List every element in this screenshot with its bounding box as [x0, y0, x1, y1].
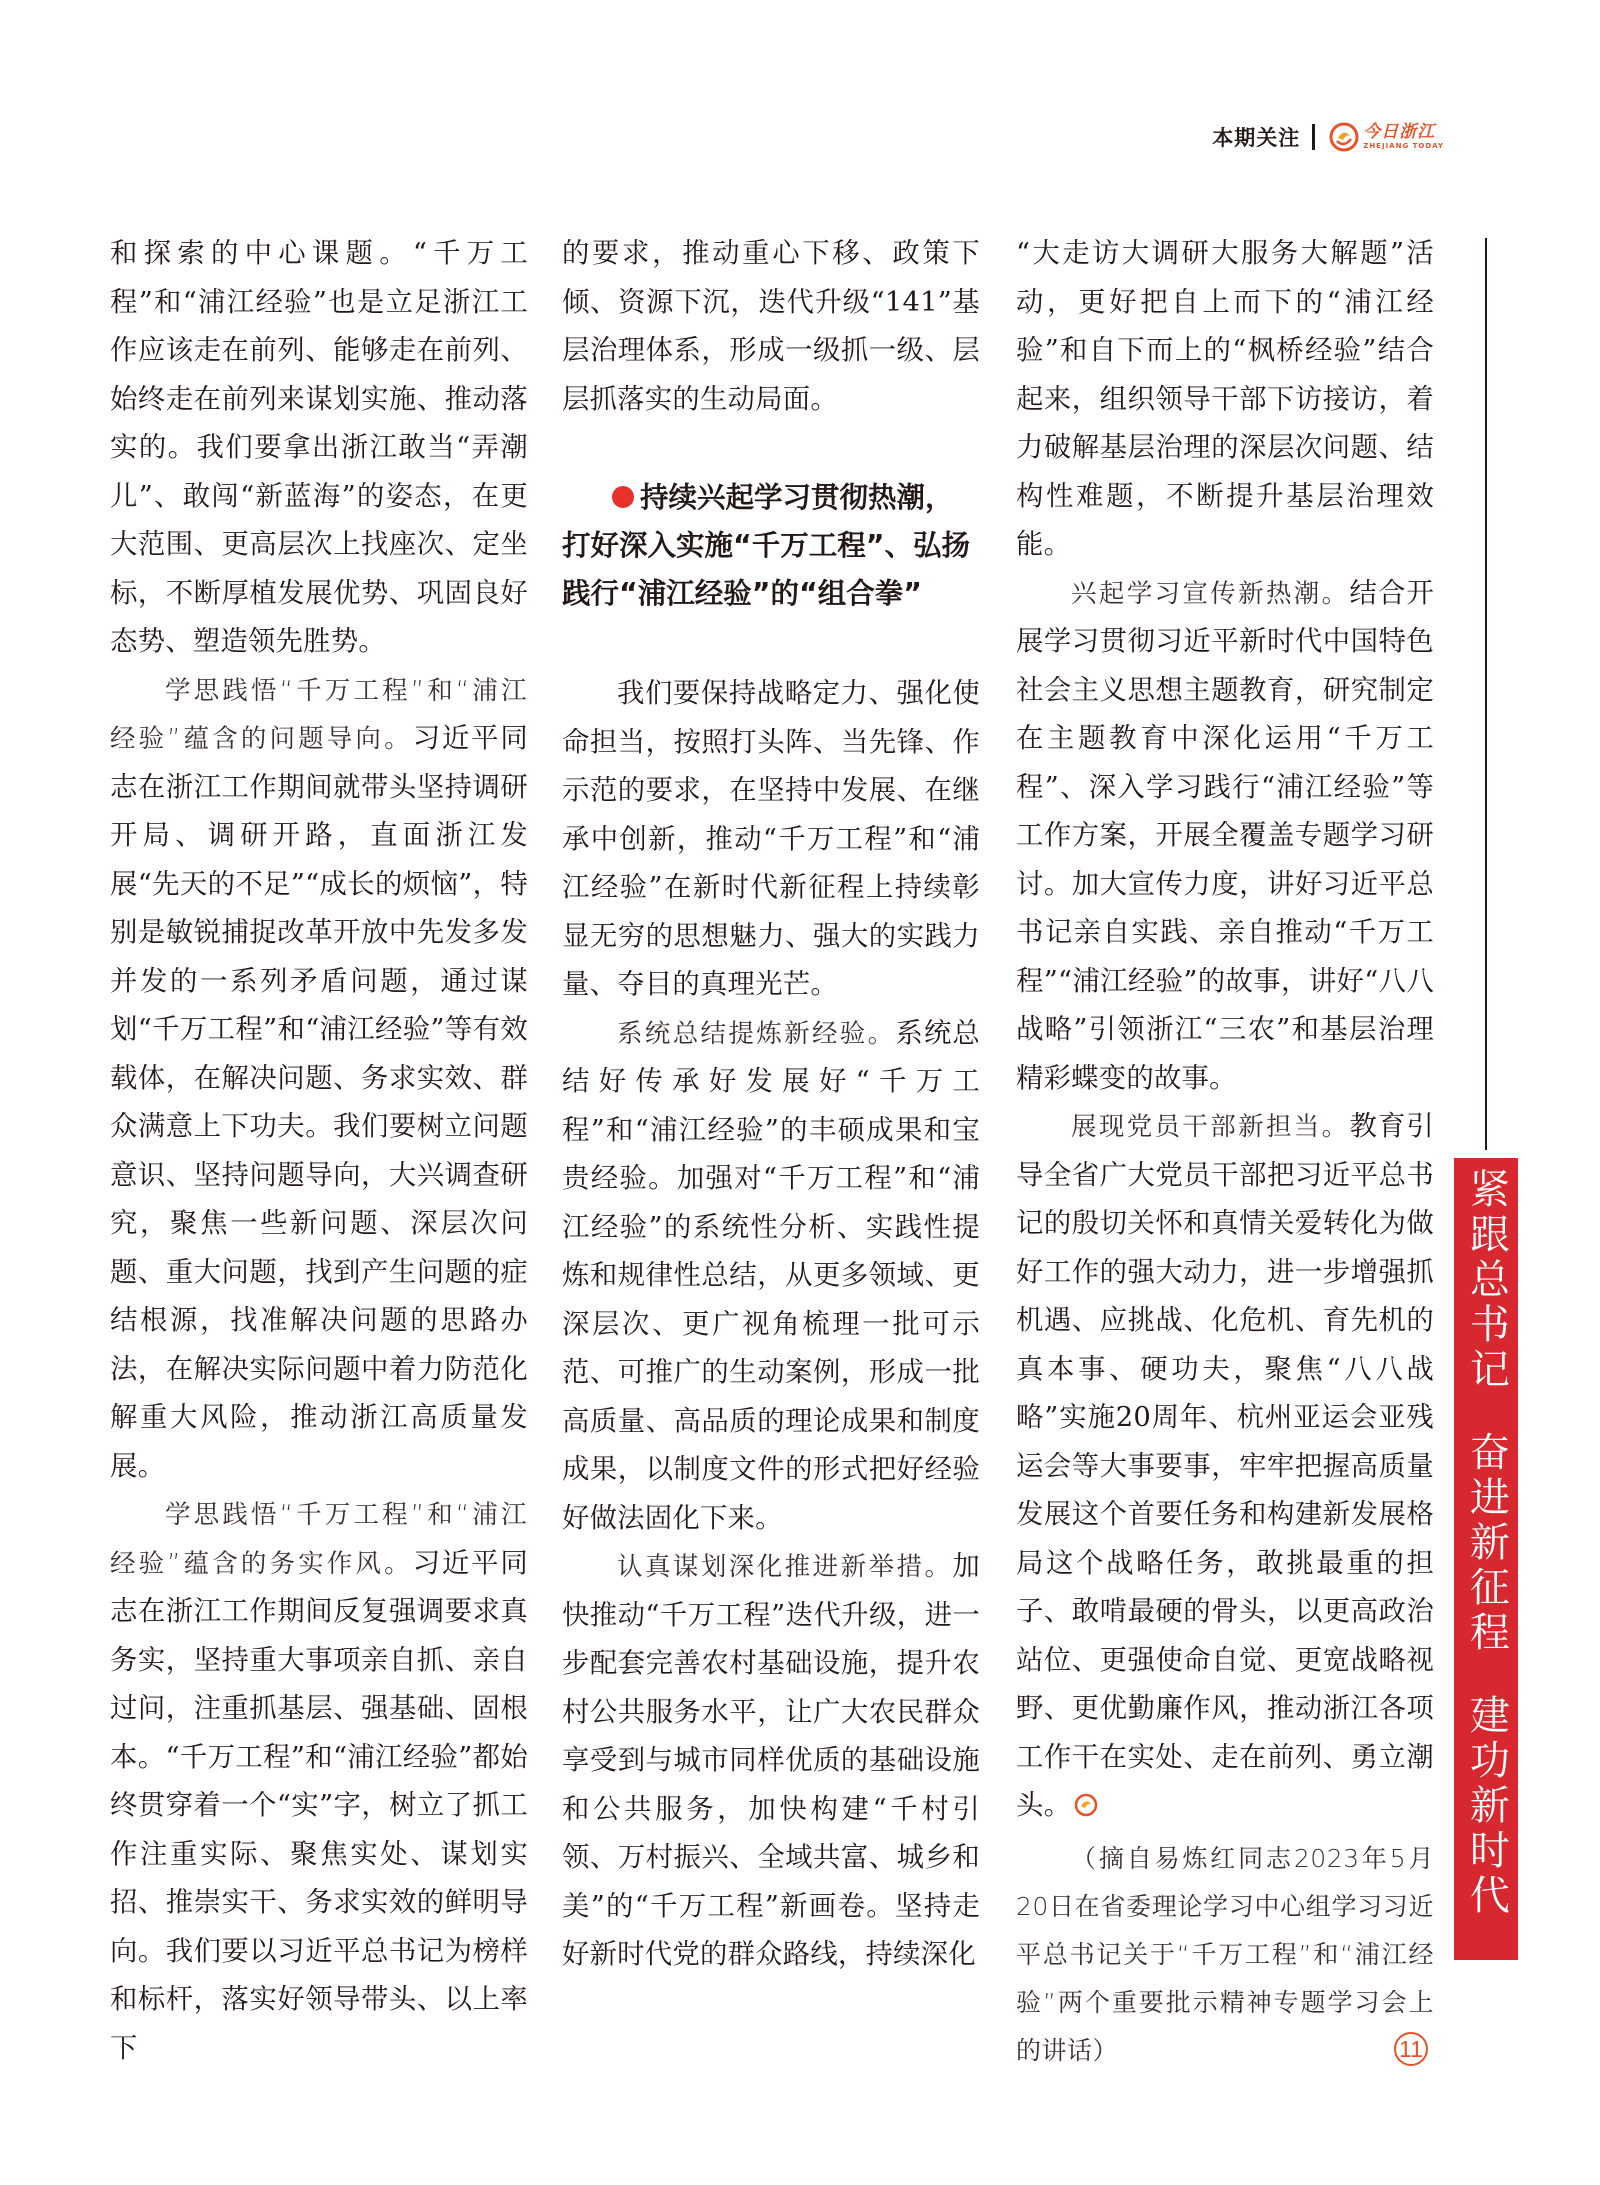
paragraph-body: 教育引导全省广大党员干部把习近平总书记的殷切关怀和真情关爱转化为做好工作的强大动力，进一步增强抓机遇、应挑战、化危机、育先机的真本事、硬功夫，聚焦“八八战略”实施20周年、杭州亚运会亚残运会等大事要事，牢牢把握高质量发展这个首要任务和构建新发展格局这个战略任务，敢挑最重的担子、敢啃最硬的骨头，以更高政治站位、更强使命自觉、更宽战略视野、更优勤廉作风，推动浙江各项工作干在实处、走在前列、勇立潮头。	[1016, 1111, 1434, 1821]
paragraph-body: 习近平同志在浙江工作期间反复强调要求真务实，坚持重大事项亲自抓、亲自过问，注重抓基层、强基础、固根本。“千万工程”和“浦江经验”都始终贯穿着一个“实”字，树立了抓工作注重实际、聚焦实处、谋划实招、推崇实干、务求实效的鲜明导向。我们要以习近平总书记为榜样和标杆，落实好领导带头、以上率下	[110, 1547, 528, 2064]
banner-line: 奋进新征程	[1463, 1431, 1510, 1656]
paragraph	[1016, 570, 1434, 1104]
paragraph	[110, 667, 528, 1492]
logo-title: 今日浙江	[1363, 122, 1436, 142]
paragraph-body: 习近平同志在浙江工作期间就带头坚持调研开局、调研开路，直面浙江发展“先天的不足”“成长的烦恼”，特别是敏锐捕捉改革开放中先发多发并发的一系列矛盾问题，通过谋划“千万工程”和“浦江经验”等有效载体，在解决问题、务求实效、群众满意上下功夫。我们要树立问题意识、坚持问题导向，大兴调查研究，聚焦一些新问题、深层次问题、重大问题，找到产生问题的症结根源，找准解决问题的思路办法，在解决实际问题中着力防范化解重大风险，推动浙江高质量发展。	[110, 723, 528, 1482]
paragraph: “大走访大调研大服务大解题”活动，更好把自上而下的“浦江经验”和自下而上的“枫桥经验”结合起来，组织领导干部下访接访，着力破解基层治理的深层次问题、结构性难题，不断提升基层治理效能。	[1016, 238, 1434, 560]
section-heading-text: 持续兴起学习贯彻热潮，打好深入实施“千万工程”、弘扬践行“浦江经验”的“组合拳”	[562, 481, 970, 610]
banner-line: 建功新时代	[1463, 1694, 1510, 1919]
banner-line: 紧跟总书记	[1463, 1168, 1510, 1393]
paragraph-lead: 兴起学习宣传新热潮。	[1071, 578, 1350, 609]
paragraph: 和探索的中心课题。“千万工程”和“浦江经验”也是立足浙江工作应该走在前列、能够走在前列、始终走在前列来谋划实施、推动落实的。我们要拿出浙江敢当“弄潮儿”、敢闯“新蓝海”的姿态，在更大范围、更高层次上找座次、定坐标，不断厚植发展优势、巩固良好态势、塑造领先胜势。	[110, 238, 528, 657]
paragraph-body: 结合开展学习贯彻习近平新时代中国特色社会主义思想主题教育，研究制定在主题教育中深化运用“千万工程”、深入学习践行“浦江经验”等工作方案，开展全覆盖专题学习研讨。加大宣传力度，讲好习近平总书记亲自实践、亲自推动“千万工程”“浦江经验”的故事，讲好“八八战略”引领浙江“三农”和基层治理精彩蝶变的故事。	[1016, 577, 1434, 1094]
logo-subtitle: ZHEJIANG TODAY	[1363, 142, 1444, 150]
section-heading	[562, 474, 980, 618]
paragraph	[1016, 1103, 1434, 1831]
paragraph-lead: 学思践悟“千万工程”和“浦江经验”蕴含的问题导向。	[110, 675, 528, 754]
section-label: 本期关注	[1212, 126, 1301, 150]
paragraph: 我们要保持战略定力、强化使命担当，按照打头阵、当先锋、作示范的要求，在坚持中发展、在继承中创新，推动“千万工程”和“浦江经验”在新时代新征程上持续彰显无穷的思想魅力、强大的实践力量、夺目的真理光芒。	[562, 678, 980, 1000]
vertical-rule	[1485, 238, 1487, 1150]
paragraph-body: 系统总结好传承好发展好“千万工程”和“浦江经验”的丰硕成果和宝贵经验。加强对“千万工程”和“浦江经验”的系统性分析、实践性提炼和规律性总结，从更多领域、更深层次、更广视角梳理一批可示范、可推广的生动案例，形成一批高质量、高品质的理论成果和制度成果，以制度文件的形式把好经验好做法固化下来。	[562, 1017, 980, 1534]
logo-swirl-icon	[1329, 122, 1359, 152]
article-column-3	[1016, 230, 1434, 2075]
side-banner	[1454, 1158, 1518, 1960]
source-text: （摘自易炼红同志2023年5月20日在省委理论学习中心组学习习近平总书记关于“千万工程”和“浦江经验”两个重要批示精神专题学习会上的讲话）	[1016, 1843, 1434, 2065]
end-mark-icon	[1074, 1793, 1098, 1817]
paragraph: 的要求，推动重心下移、政策下倾、资源下沉，迭代升级“141”基层治理体系，形成一级抓一级、层层抓落实的生动局面。	[562, 238, 980, 415]
paragraph-lead: 展现党员干部新担当。	[1071, 1112, 1350, 1142]
article-column-2	[562, 230, 980, 1980]
paragraph	[562, 1010, 980, 1544]
paragraph-lead: 认真谋划深化推进新举措。	[617, 1552, 953, 1582]
header-divider	[1312, 124, 1315, 150]
red-bullet-icon	[612, 486, 634, 508]
page-header	[1212, 122, 1444, 152]
article-column-1	[110, 230, 528, 2073]
magazine-logo	[1329, 122, 1444, 152]
paragraph-body: 加快推动“千万工程”迭代升级，进一步配套完善农村基础设施，提升农村公共服务水平，让广大农民群众享受到与城市同样优质的基础设施和公共服务，加快构建“千村引领、万村振兴、全域共富、城乡和美”的“千万工程”新画卷。坚持走好新时代党的群众路线，持续深化	[562, 1551, 980, 1970]
paragraph-lead: 学思践悟“千万工程”和“浦江经验”蕴含的务实作风。	[110, 1500, 528, 1579]
paragraph	[562, 1543, 980, 1980]
paragraph-lead: 系统总结提炼新经验。	[617, 1018, 896, 1049]
page-number: 11	[1394, 2032, 1428, 2066]
paragraph	[110, 1491, 528, 2073]
source-note	[1016, 1835, 1434, 2075]
